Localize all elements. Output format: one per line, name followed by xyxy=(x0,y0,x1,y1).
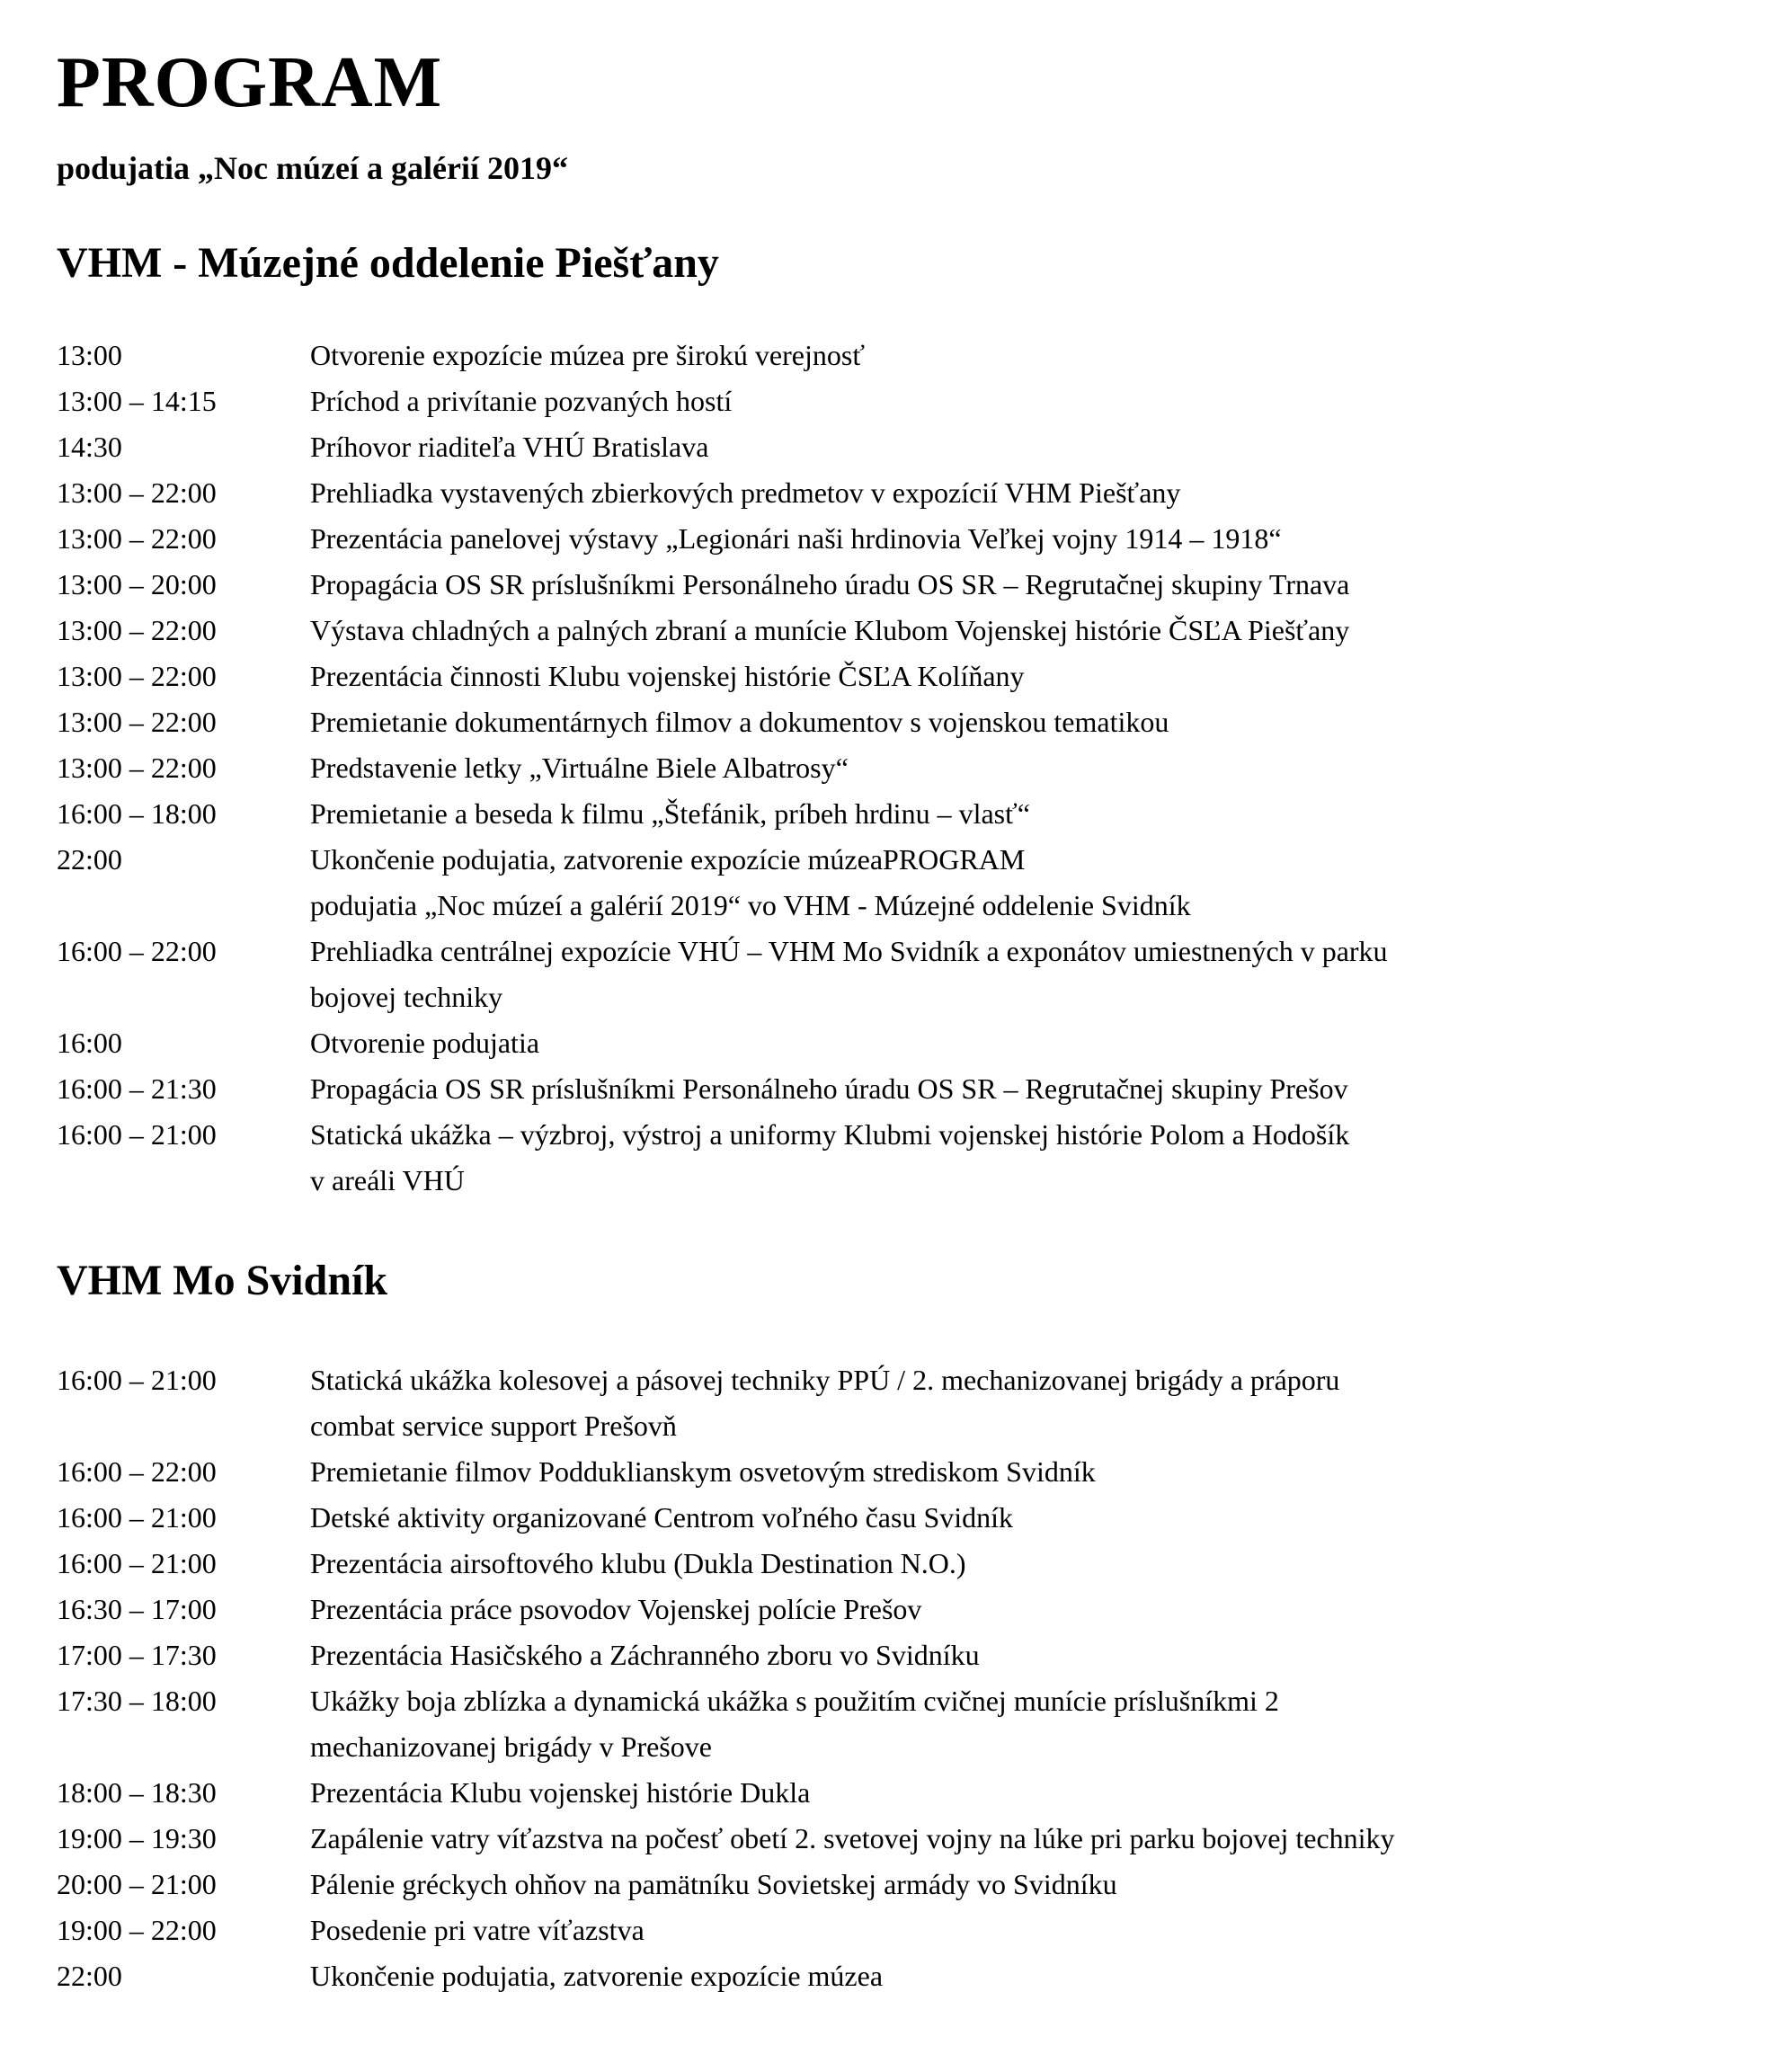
row-time: 16:00 – 21:00 xyxy=(57,1547,217,1579)
row-time: 16:00 – 21:00 xyxy=(57,1364,217,1396)
row-description-line: mechanizovanej brigády v Prešove xyxy=(310,1730,712,1763)
row-time: 16:00 – 18:00 xyxy=(57,797,217,830)
schedule-row xyxy=(57,1112,1715,1204)
row-time: 16:00 – 21:30 xyxy=(57,1072,217,1105)
row-description-line: Ukončenie podujatia, zatvorenie expozície múzeaPROGRAM xyxy=(310,843,1026,876)
schedule-row xyxy=(57,1862,1715,1907)
row-description-line: Predstavenie letky „Virtuálne Biele Albatrosy“ xyxy=(310,751,849,784)
row-description-line: Prezentácia Hasičského a Záchranného zboru vo Svidníku xyxy=(310,1639,980,1671)
row-description xyxy=(310,1678,1715,1770)
schedule xyxy=(57,1357,1715,1999)
row-description-line: Výstava chladných a palných zbraní a munície Klubom Vojenskej histórie ČSĽA Piešťany xyxy=(310,614,1350,646)
row-description-line: v areáli VHÚ xyxy=(310,1164,465,1196)
schedule-row xyxy=(57,837,1715,929)
row-description-line: combat service support Prešovň xyxy=(310,1409,677,1442)
schedule-row xyxy=(57,1541,1715,1587)
row-description xyxy=(310,1907,1715,1953)
row-description xyxy=(310,929,1715,1020)
row-time: 17:00 – 17:30 xyxy=(57,1639,217,1671)
schedule-row xyxy=(57,1357,1715,1449)
schedule-row xyxy=(57,1907,1715,1953)
schedule-row xyxy=(57,1816,1715,1862)
row-description-line: Prezentácia činnosti Klubu vojenskej histórie ČSĽA Kolíňany xyxy=(310,660,1025,692)
row-time: 13:00 – 14:15 xyxy=(57,385,217,417)
row-description xyxy=(310,1112,1715,1204)
row-description xyxy=(310,654,1715,699)
row-time: 13:00 – 22:00 xyxy=(57,476,217,509)
schedule-row xyxy=(57,1632,1715,1678)
row-time: 22:00 xyxy=(57,843,122,876)
row-description-line: Propagácia OS SR príslušníkmi Personálneho úradu OS SR – Regrutačnej skupiny Prešov xyxy=(310,1072,1348,1105)
row-description xyxy=(310,424,1715,470)
row-time: 13:00 – 22:00 xyxy=(57,660,217,692)
row-time: 13:00 xyxy=(57,339,122,371)
row-description xyxy=(310,1862,1715,1907)
row-time: 16:00 – 21:00 xyxy=(57,1501,217,1534)
row-time: 17:30 – 18:00 xyxy=(57,1685,217,1717)
row-description xyxy=(310,562,1715,608)
row-time: 16:00 – 21:00 xyxy=(57,1118,217,1151)
page-title: PROGRAM xyxy=(57,43,443,122)
row-description xyxy=(310,333,1715,378)
row-time: 13:00 – 22:00 xyxy=(57,614,217,646)
schedule-row xyxy=(57,654,1715,699)
row-description-line: Prezentácia panelovej výstavy „Legionári naši hrdinovia Veľkej vojny 1914 – 1918“ xyxy=(310,522,1282,555)
row-description-line: Premietanie dokumentárnych filmov a dokumentov s vojenskou tematikou xyxy=(310,706,1169,738)
row-description xyxy=(310,1541,1715,1587)
row-description-line: Ukončenie podujatia, zatvorenie expozície múzea xyxy=(310,1960,884,1992)
program-section-svidnik xyxy=(57,1256,1715,1999)
row-description-line: Premietanie filmov Podduklianskym osvetovým strediskom Svidník xyxy=(310,1455,1096,1488)
schedule-row xyxy=(57,1495,1715,1541)
row-description xyxy=(310,470,1715,516)
row-description xyxy=(310,378,1715,424)
section-heading: VHM - Múzejné oddelenie Piešťany xyxy=(57,239,719,287)
row-description xyxy=(310,1495,1715,1541)
row-description-line: Prehliadka centrálnej expozície VHÚ – VHM Mo Svidník a exponátov umiestnených v parku xyxy=(310,935,1388,967)
schedule-row xyxy=(57,562,1715,608)
row-time: 19:00 – 19:30 xyxy=(57,1822,217,1854)
row-description-line: podujatia „Noc múzeí a galérií 2019“ vo VHM - Múzejné oddelenie Svidník xyxy=(310,889,1191,921)
schedule-row xyxy=(57,424,1715,470)
schedule-row xyxy=(57,378,1715,424)
schedule-row xyxy=(57,929,1715,1020)
row-description xyxy=(310,1816,1715,1862)
row-description xyxy=(310,1020,1715,1066)
row-description xyxy=(310,837,1715,929)
row-time: 13:00 – 22:00 xyxy=(57,751,217,784)
schedule-row xyxy=(57,699,1715,745)
schedule-row xyxy=(57,791,1715,837)
row-description xyxy=(310,608,1715,654)
row-description xyxy=(310,1632,1715,1678)
schedule-row xyxy=(57,333,1715,378)
row-time: 13:00 – 22:00 xyxy=(57,706,217,738)
row-description-line: Prezentácia Klubu vojenskej histórie Dukla xyxy=(310,1776,811,1809)
row-time: 13:00 – 20:00 xyxy=(57,568,217,600)
row-description-line: Premietanie a beseda k filmu „Štefánik, príbeh hrdinu – vlasť“ xyxy=(310,797,1030,830)
row-description-line: Otvorenie podujatia xyxy=(310,1027,540,1059)
schedule-row xyxy=(57,470,1715,516)
schedule-row xyxy=(57,608,1715,654)
row-description-line: Statická ukážka kolesovej a pásovej techniky PPÚ / 2. mechanizovanej brigády a práporu xyxy=(310,1364,1340,1396)
page-subtitle: podujatia „Noc múzeí a galérií 2019“ xyxy=(57,150,568,186)
row-description-line: Príchod a privítanie pozvaných hostí xyxy=(310,385,733,417)
row-time: 14:30 xyxy=(57,431,122,463)
row-time: 16:00 – 22:00 xyxy=(57,935,217,967)
row-description-line: Detské aktivity organizované Centrom voľného času Svidník xyxy=(310,1501,1014,1534)
row-time: 18:00 – 18:30 xyxy=(57,1776,217,1809)
row-description xyxy=(310,1953,1715,1999)
schedule-row xyxy=(57,1678,1715,1770)
row-time: 16:00 – 22:00 xyxy=(57,1455,217,1488)
schedule-row xyxy=(57,1020,1715,1066)
schedule xyxy=(57,333,1715,1204)
row-description xyxy=(310,1587,1715,1632)
schedule-row xyxy=(57,516,1715,562)
row-description-line: Otvorenie expozície múzea pre širokú verejnosť xyxy=(310,339,865,371)
row-description-line: Posedenie pri vatre víťazstva xyxy=(310,1914,645,1946)
row-time: 13:00 – 22:00 xyxy=(57,522,217,555)
row-description-line: Zapálenie vatry víťazstva na počesť obetí 2. svetovej vojny na lúke pri parku bojovej techniky xyxy=(310,1822,1395,1854)
section-heading: VHM Mo Svidník xyxy=(57,1257,388,1304)
row-description xyxy=(310,791,1715,837)
row-description xyxy=(310,745,1715,791)
row-time: 16:00 xyxy=(57,1027,122,1059)
program-section-piestany xyxy=(57,238,1715,1204)
row-description-line: Príhovor riaditeľa VHÚ Bratislava xyxy=(310,431,709,463)
row-description-line: bojovej techniky xyxy=(310,981,503,1013)
row-time: 22:00 xyxy=(57,1960,122,1992)
row-description xyxy=(310,1770,1715,1816)
row-description xyxy=(310,516,1715,562)
row-time: 20:00 – 21:00 xyxy=(57,1868,217,1900)
row-description xyxy=(310,1357,1715,1449)
row-description xyxy=(310,699,1715,745)
row-description xyxy=(310,1066,1715,1112)
row-description-line: Ukážky boja zblízka a dynamická ukážka s použitím cvičnej munície príslušníkmi 2 xyxy=(310,1685,1279,1717)
schedule-row xyxy=(57,745,1715,791)
row-description-line: Prezentácia práce psovodov Vojenskej polície Prešov xyxy=(310,1593,922,1625)
schedule-row xyxy=(57,1953,1715,1999)
row-description-line: Propagácia OS SR príslušníkmi Personálneho úradu OS SR – Regrutačnej skupiny Trnava xyxy=(310,568,1350,600)
row-description-line: Prezentácia airsoftového klubu (Dukla Destination N.O.) xyxy=(310,1547,966,1579)
row-time: 16:30 – 17:00 xyxy=(57,1593,217,1625)
row-description xyxy=(310,1449,1715,1495)
schedule-row xyxy=(57,1066,1715,1112)
row-description-line: Pálenie gréckych ohňov na pamätníku Sovietskej armády vo Svidníku xyxy=(310,1868,1117,1900)
schedule-row xyxy=(57,1449,1715,1495)
schedule-row xyxy=(57,1587,1715,1632)
row-description-line: Statická ukážka – výzbroj, výstroj a uniformy Klubmi vojenskej histórie Polom a Hodošík xyxy=(310,1118,1350,1151)
schedule-row xyxy=(57,1770,1715,1816)
row-description-line: Prehliadka vystavených zbierkových predmetov v expozícií VHM Piešťany xyxy=(310,476,1181,509)
row-time: 19:00 – 22:00 xyxy=(57,1914,217,1946)
